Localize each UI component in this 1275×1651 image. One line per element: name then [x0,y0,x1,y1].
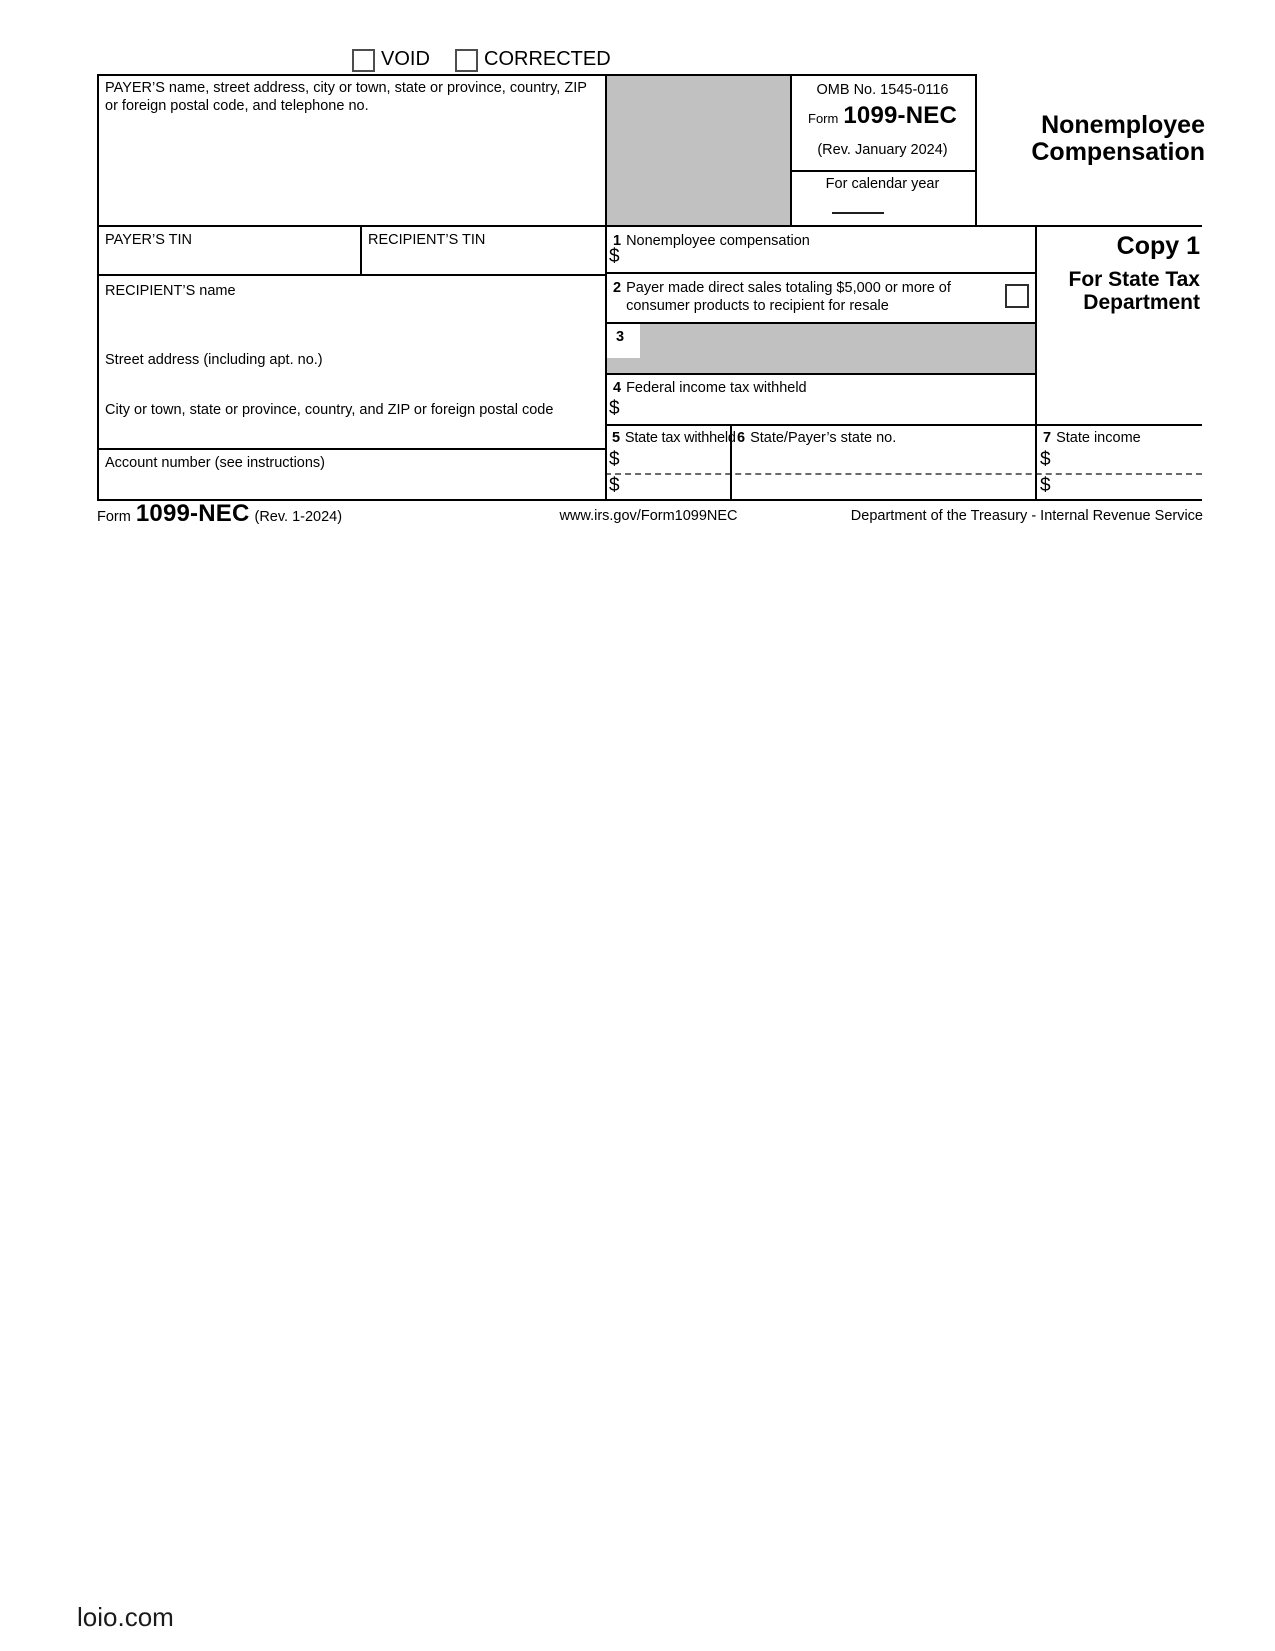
box4-number: 4 [613,380,622,396]
box1-number: 1 [613,233,622,249]
void-checkbox[interactable] [352,49,375,72]
copy-dept-line: Department [1083,291,1200,314]
city-label: City or town, state or province, country, and ZIP or foreign postal code [105,402,554,418]
box5-dollar-sign-bottom: $ [609,475,620,496]
border-line [790,170,977,172]
footer-url[interactable]: www.irs.gov/Form1099NEC [559,508,738,524]
box5-dollar-sign-top: $ [609,449,620,470]
payer-state-no-field[interactable] [732,426,1033,497]
recipient-name-label: RECIPIENT’S name [105,283,236,299]
box3-shaded-area [605,322,1037,375]
payer-tin-label: PAYER’S TIN [105,232,193,248]
form-title-line1: Nonemployee [1041,111,1205,139]
form-word: Form [808,111,839,126]
street-address-field[interactable] [99,346,605,396]
federal-tax-withheld-field[interactable] [607,375,1033,422]
box2-label [613,279,978,315]
payer-tin-field[interactable] [99,227,358,272]
state-income-field-bottom[interactable] [1037,475,1198,497]
shaded-top-box [605,74,792,227]
box1-text: Nonemployee compensation [626,233,810,249]
payer-info-field[interactable] [99,76,605,223]
copy-for-line: For State Tax [1068,268,1200,291]
calendar-year-blank[interactable] [832,192,884,214]
box2-number: 2 [613,280,622,296]
footer-department: Department of the Treasury - Internal Revenue Service [850,508,1203,524]
form-title [905,112,1205,166]
box5-text: State tax withheld [624,430,736,446]
box7-number: 7 [1043,430,1052,446]
box6-number: 6 [737,430,746,446]
box5-number: 5 [612,430,620,446]
border-line [605,322,1037,324]
recipient-tin-label: RECIPIENT’S TIN [368,232,486,248]
form-title-line2: Compensation [1031,138,1205,166]
footer-form-number: 1099-NEC [135,500,250,527]
box2-text: Payer made direct sales totaling $5,000 or more of consumer products to recipient for resale [626,280,951,314]
payer-info-label: PAYER’S name, street address, city or town, state or province, country, ZIP or foreign postal code, and telephone no. [105,80,587,114]
city-field[interactable] [99,398,605,446]
account-number-field[interactable] [99,450,605,497]
form-number: 1099-NEC [843,102,957,129]
loio-watermark: loio.com [77,1602,174,1632]
box7-dollar-sign-top: $ [1040,449,1051,470]
corrected-label: CORRECTED [484,48,611,70]
street-address-label: Street address (including apt. no.) [105,352,323,368]
footer-revision: (Rev. 1-2024) [254,509,343,525]
box7-dollar-sign-bottom: $ [1040,475,1051,496]
void-label: VOID [381,48,430,70]
box3-number: 3 [616,329,625,345]
direct-sales-checkbox[interactable] [1005,284,1029,308]
box4-dollar-sign: $ [609,398,620,419]
state-tax-withheld-field-bottom[interactable] [607,475,728,497]
state-income-field-top[interactable] [1037,426,1198,471]
recipient-tin-field[interactable] [362,227,603,272]
box7-text: State income [1056,430,1141,446]
box1-dollar-sign: $ [609,246,620,267]
footer-form-word: Form [97,509,131,525]
omb-number: OMB No. 1545-0116 [816,82,949,98]
nonemployee-compensation-field[interactable] [607,227,1033,270]
copy-1-label: Copy 1 [1116,232,1200,260]
box4-text: Federal income tax withheld [626,380,807,396]
account-number-label: Account number (see instructions) [105,455,326,471]
box6-text: State/Payer’s state no. [750,430,897,446]
recipient-name-field[interactable] [99,276,605,344]
calendar-year-label: For calendar year [825,176,940,192]
revision-label: (Rev. January 2024) [817,142,948,158]
state-tax-withheld-field-top[interactable] [607,426,728,471]
corrected-checkbox[interactable] [455,49,478,72]
